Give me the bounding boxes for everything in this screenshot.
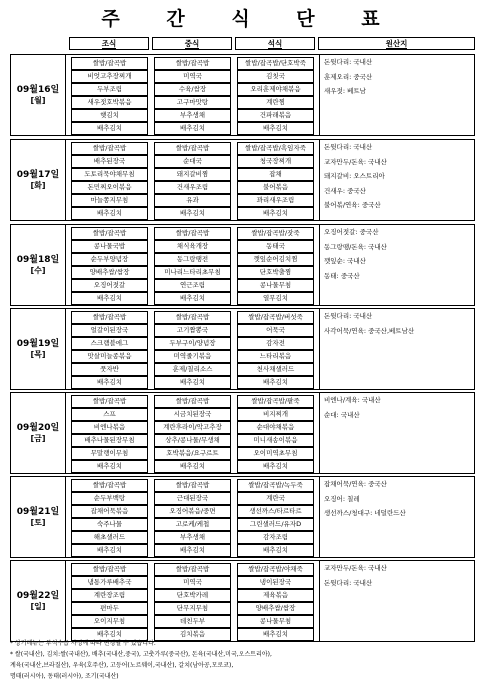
menu-item: 느타리볶음 [237,350,314,363]
menu-item: 단무지무침 [154,602,231,615]
menu-item: 쌀밥/잡곡밥/흑임자죽 [237,142,314,155]
day-block [10,560,475,642]
footnote-line: * 쌀(국내산), 김치:쌀(국내산), 배추(국내산,중국), 고춧가루(중국산), 돈육(국내산,미국,오스트리아), [10,651,272,658]
breakfast-column [68,309,151,389]
menu-item: 도토리묵야채무침 [71,168,148,181]
origin-line: 불어볶/연육: 중국산 [324,201,381,209]
menu-item: 배추김치 [71,292,148,305]
header-lunch-label: 중식 [184,39,200,48]
menu-item: 동그랑땡전 [154,253,231,266]
menu-item: 감자전 [237,337,314,350]
footnote-line: * 상기메뉴는 부식수급 사정에 따라 변경될 수 있습니다. [10,640,156,647]
menu-item: 호박볶음/요구르트 [154,447,231,460]
origin-line: 비엔나/계육: 국내산 [324,396,381,404]
menu-item: 쌀밥/잡곡밥/버섯죽 [237,311,314,324]
date-cell [11,393,66,473]
menu-item: 미역국 [154,576,231,589]
menu-item: 비지찌개 [237,408,314,421]
menu-item: 미니새송이볶음 [237,434,314,447]
date-label: 09월20일 [16,422,60,433]
origin-column [319,55,474,135]
menu-item: 부추생채 [154,109,231,122]
menu-item: 쌀밥/잡곡밥 [71,142,148,155]
origin-column [319,225,474,305]
menu-item: 단호박카레 [154,589,231,602]
menu-item: 냉이된장국 [237,576,314,589]
menu-item: 쌀밥/잡곡밥 [71,395,148,408]
origin-line: 생선까스/청대구: 네덜란드산 [324,509,406,517]
origin-line: 교자만두/돈육: 국내산 [324,564,387,572]
menu-item: 쌀밥/잡곡밥 [154,395,231,408]
date-cell [11,309,66,389]
date-cell [11,55,66,135]
weekday-label: [목] [30,349,46,359]
menu-item: 미역줄기볶음 [154,350,231,363]
menu-item: 순대야채볶음 [237,421,314,434]
header-lunch [152,37,232,50]
menu-item: 배추김치 [154,376,231,389]
date-label: 09월21일 [16,506,60,517]
date-label: 09월16일 [16,84,60,95]
day-block [10,224,475,306]
menu-item: 미나리느타리초무침 [154,266,231,279]
menu-item: 얼갈이된장국 [71,324,148,337]
menu-item: 그린샐러드/유자D [237,518,314,531]
footnotes [10,638,475,682]
breakfast-column [68,393,151,473]
menu-item: 순두부양념장 [71,253,148,266]
menu-item: 어묵국 [237,324,314,337]
menu-item: 배추김치 [71,376,148,389]
day-block [10,54,475,136]
breakfast-column [68,55,151,135]
menu-item: 배추김치 [154,292,231,305]
origin-line: 돈뒷다리: 국내산 [324,143,373,151]
menu-item: 김칫국 [237,70,314,83]
weekday-label: [토] [30,517,46,527]
menu-item: 불어볶음 [237,181,314,194]
date-label: 09월22일 [16,590,60,601]
menu-item: 계란장조림 [71,589,148,602]
weekday-label: [월] [30,95,46,105]
day-block [10,308,475,390]
menu-item: 돼지갈비찜 [154,168,231,181]
origin-line: 훈제오리: 중국산 [324,72,373,81]
weekday-label: [일] [30,601,46,611]
menu-item: 배추김치 [154,460,231,473]
menu-item: 배추김치 [237,122,314,135]
origin-line: 오징어: 칠레 [324,494,360,503]
origin-line: 돈뒷다리: 국내산 [324,578,373,587]
menu-item: 편마두 [71,602,148,615]
menu-item: 스프 [71,408,148,421]
breakfast-column [68,561,151,641]
origin-column [319,309,474,389]
menu-item: 배추김치 [237,544,314,557]
dinner-column [234,309,317,389]
menu-item: 단호박출찜 [237,266,314,279]
header-origin [318,37,475,50]
menu-item: 배추김치 [237,207,314,220]
menu-item: 부추생채 [154,531,231,544]
menu-item: 깻잎순어김치찜 [237,253,314,266]
menu-item: 시금치된장국 [154,408,231,421]
menu-item: 건파래볶음 [237,109,314,122]
menu-item: 제육볶음 [237,589,314,602]
weekday-label: [화] [30,180,46,190]
header-dinner-label: 석식 [267,39,283,48]
menu-item: 연근조림 [154,279,231,292]
dinner-column [234,561,317,641]
menu-item: 쌀밥/잡곡밥 [154,142,231,155]
lunch-column [151,55,234,135]
menu-item: 배추나물된장무침 [71,434,148,447]
origin-line: 사각어묵/연육: 중국산,베트남산 [324,326,415,335]
header-breakfast-label: 조식 [101,39,117,48]
menu-item: 쌀밥/잡곡밥 [154,563,231,576]
menu-item: 배추김치 [154,122,231,135]
menu-item: 배추김치 [237,460,314,473]
origin-line: 순대: 국내산 [324,410,360,419]
origin-line: 오징어젓갈: 중국산 [324,228,379,236]
lunch-column [151,309,234,389]
lunch-column [151,140,234,220]
day-block [10,392,475,474]
origin-column [319,140,474,220]
menu-item: 쌀밥/잡곡밥 [154,57,231,70]
dinner-column [234,140,317,220]
menu-item: 배추김치 [71,628,148,641]
menu-item: 쌀밥/잡곡밥 [71,227,148,240]
menu-item: 순대국 [154,155,231,168]
menu-item: 배추김치 [154,207,231,220]
menu-item: 오이지무침 [71,615,148,628]
date-cell [11,140,66,220]
menu-item: 유과 [154,194,231,207]
menu-item: 고기짬뽕국 [154,324,231,337]
date-cell [11,477,66,557]
menu-item: 채식육개장 [154,240,231,253]
menu-item: 두부구이/양념장 [154,337,231,350]
origin-line: 돈뒷다리: 국내산 [324,312,373,320]
dinner-column [234,477,317,557]
menu-item: 쌀밥/잡곡밥/야채죽 [237,563,314,576]
lunch-column [151,561,234,641]
lunch-column [151,225,234,305]
date-cell [11,561,66,641]
menu-item: 새우젓호박볶음 [71,96,148,109]
header-origin-label: 원산지 [385,39,408,48]
origin-line: 새우젓: 베트남 [324,87,366,95]
origin-line: 깻잎순: 국내산 [324,257,366,265]
menu-item: 꽈리새우조림 [237,194,314,207]
table-header [10,37,475,50]
footnote-line: 명태(러시아), 동태(러시아), 조기(국내산) [10,673,119,680]
menu-item: 오징어볶음/중면 [154,505,231,518]
menu-item: 계란국 [237,492,314,505]
menu-item: 배추김치 [71,207,148,220]
origin-line: 돈뒷다리: 국내산 [324,58,373,66]
menu-item: 수육/쌈장 [154,83,231,96]
menu-item: 계란찜 [237,96,314,109]
date-label: 09월18일 [16,254,60,265]
dinner-column [234,393,317,473]
menu-item: 오이미역초무침 [237,447,314,460]
menu-item: 스크램블에그 [71,337,148,350]
menu-item: 배추김치 [71,544,148,557]
menu-item: 비엇고추장찌개 [71,70,148,83]
menu-item: 계란후라이/악고추장 [154,421,231,434]
menu-item: 근대된장국 [154,492,231,505]
weekday-label: [금] [30,433,46,443]
weekday-label: [수] [30,265,46,275]
menu-item: 양배추쌈/쌈장 [237,602,314,615]
breakfast-column [68,140,151,220]
origin-line: 돼지갈비: 오스트리아 [324,172,385,180]
origin-column [319,393,474,473]
breakfast-column [68,477,151,557]
menu-item: 동태국 [237,240,314,253]
menu-item: 숙주나물 [71,518,148,531]
menu-item: 배추김치 [71,122,148,135]
menu-item: 배추된장국 [71,155,148,168]
menu-item: 상추/콩나물/무생채 [154,434,231,447]
menu-item: 햇김치 [71,109,148,122]
menu-item: 양배추쌈/쌈장 [71,266,148,279]
dinner-column [234,225,317,305]
origin-line: 건새우: 중국산 [324,186,366,195]
menu-item: 맛살미늘종볶음 [71,350,148,363]
menu-item: 배추김치 [154,544,231,557]
origin-line: 동태: 중국산 [324,271,360,280]
menu-item: 훈제/칠리소스 [154,363,231,376]
breakfast-column [68,225,151,305]
dinner-column [234,55,317,135]
menu-item: 콩나물무침 [237,279,314,292]
menu-item: 쌀밥/잡곡밥 [71,563,148,576]
menu-item: 건새우조림 [154,181,231,194]
date-cell [11,225,66,305]
lunch-column [151,477,234,557]
origin-line: 잡채어묵/연육: 중국산 [324,480,387,488]
header-breakfast [69,37,149,50]
menu-item: 감자조림 [237,531,314,544]
menu-item: 콩나물무침 [237,615,314,628]
date-label: 09월17일 [16,169,60,180]
menu-item: 오리훈제야채볶음 [237,83,314,96]
menu-item: 순두부백탕 [71,492,148,505]
menu-item: 쌀밥/잡곡밥/단호박죽 [237,57,314,70]
menu-item: 쌀밥/잡곡밥/팥죽 [237,395,314,408]
menu-item: 해초샐러드 [71,531,148,544]
menu-item: 쌀밥/잡곡밥 [71,311,148,324]
origin-line: 교자만두/돈육: 국내산 [324,157,387,166]
menu-item: 콩나물국밥 [71,240,148,253]
menu-item: 쌀밥/잡곡밥/잣죽 [237,227,314,240]
menu-item: 미역국 [154,70,231,83]
menu-item: 생선까스/타르타르 [237,505,314,518]
footnote-line: 계육(국내산,브라질산), 우육(호주산), 고등어(노르웨이,국내산), 갈치(남아공,모로코), [10,662,234,669]
menu-item: 냄통가루배추국 [71,576,148,589]
menu-item: 천사채샐러드 [237,363,314,376]
menu-item: 배추김치 [71,460,148,473]
menu-item: 쌀밥/잡곡밥 [154,479,231,492]
menu-item: 잡채 [237,168,314,181]
menu-item: 무말랭이무침 [71,447,148,460]
origin-column [319,561,474,641]
origin-line: 동그랑땡/돈육: 국내산 [324,242,387,251]
date-label: 09월19일 [16,338,60,349]
origin-column [319,477,474,557]
menu-item: 김치볶음 [154,628,231,641]
menu-item: 마늘쫑지무침 [71,194,148,207]
menu-item: 쌀밥/잡곡밥 [154,311,231,324]
menu-item: 오징어젓갈 [71,279,148,292]
menu-item: 풋자반 [71,363,148,376]
menu-item: 열무김치 [237,292,314,305]
menu-item: 쌀밥/잡곡밥 [71,57,148,70]
day-block [10,476,475,558]
menu-item: 비엔나볶음 [71,421,148,434]
menu-item: 잡채어묵볶음 [71,505,148,518]
menu-item: 쌀밥/잡곡밥 [71,479,148,492]
menu-item: 배추김치 [237,628,314,641]
menu-item: 데친두부 [154,615,231,628]
menu-item: 배추김치 [237,376,314,389]
page-title: 주 간 식 단 표 [101,8,400,30]
lunch-column [151,393,234,473]
day-block [10,139,475,221]
menu-item: 쌀밥/잡곡밥/녹두죽 [237,479,314,492]
header-dinner [235,37,315,50]
menu-item: 돈민찌오이볶음 [71,181,148,194]
menu-item: 고구마맛탕 [154,96,231,109]
menu-item: 청국장찌개 [237,155,314,168]
menu-item: 고로케/케첩 [154,518,231,531]
menu-item: 쌀밥/잡곡밥 [154,227,231,240]
menu-item: 두부조림 [71,83,148,96]
